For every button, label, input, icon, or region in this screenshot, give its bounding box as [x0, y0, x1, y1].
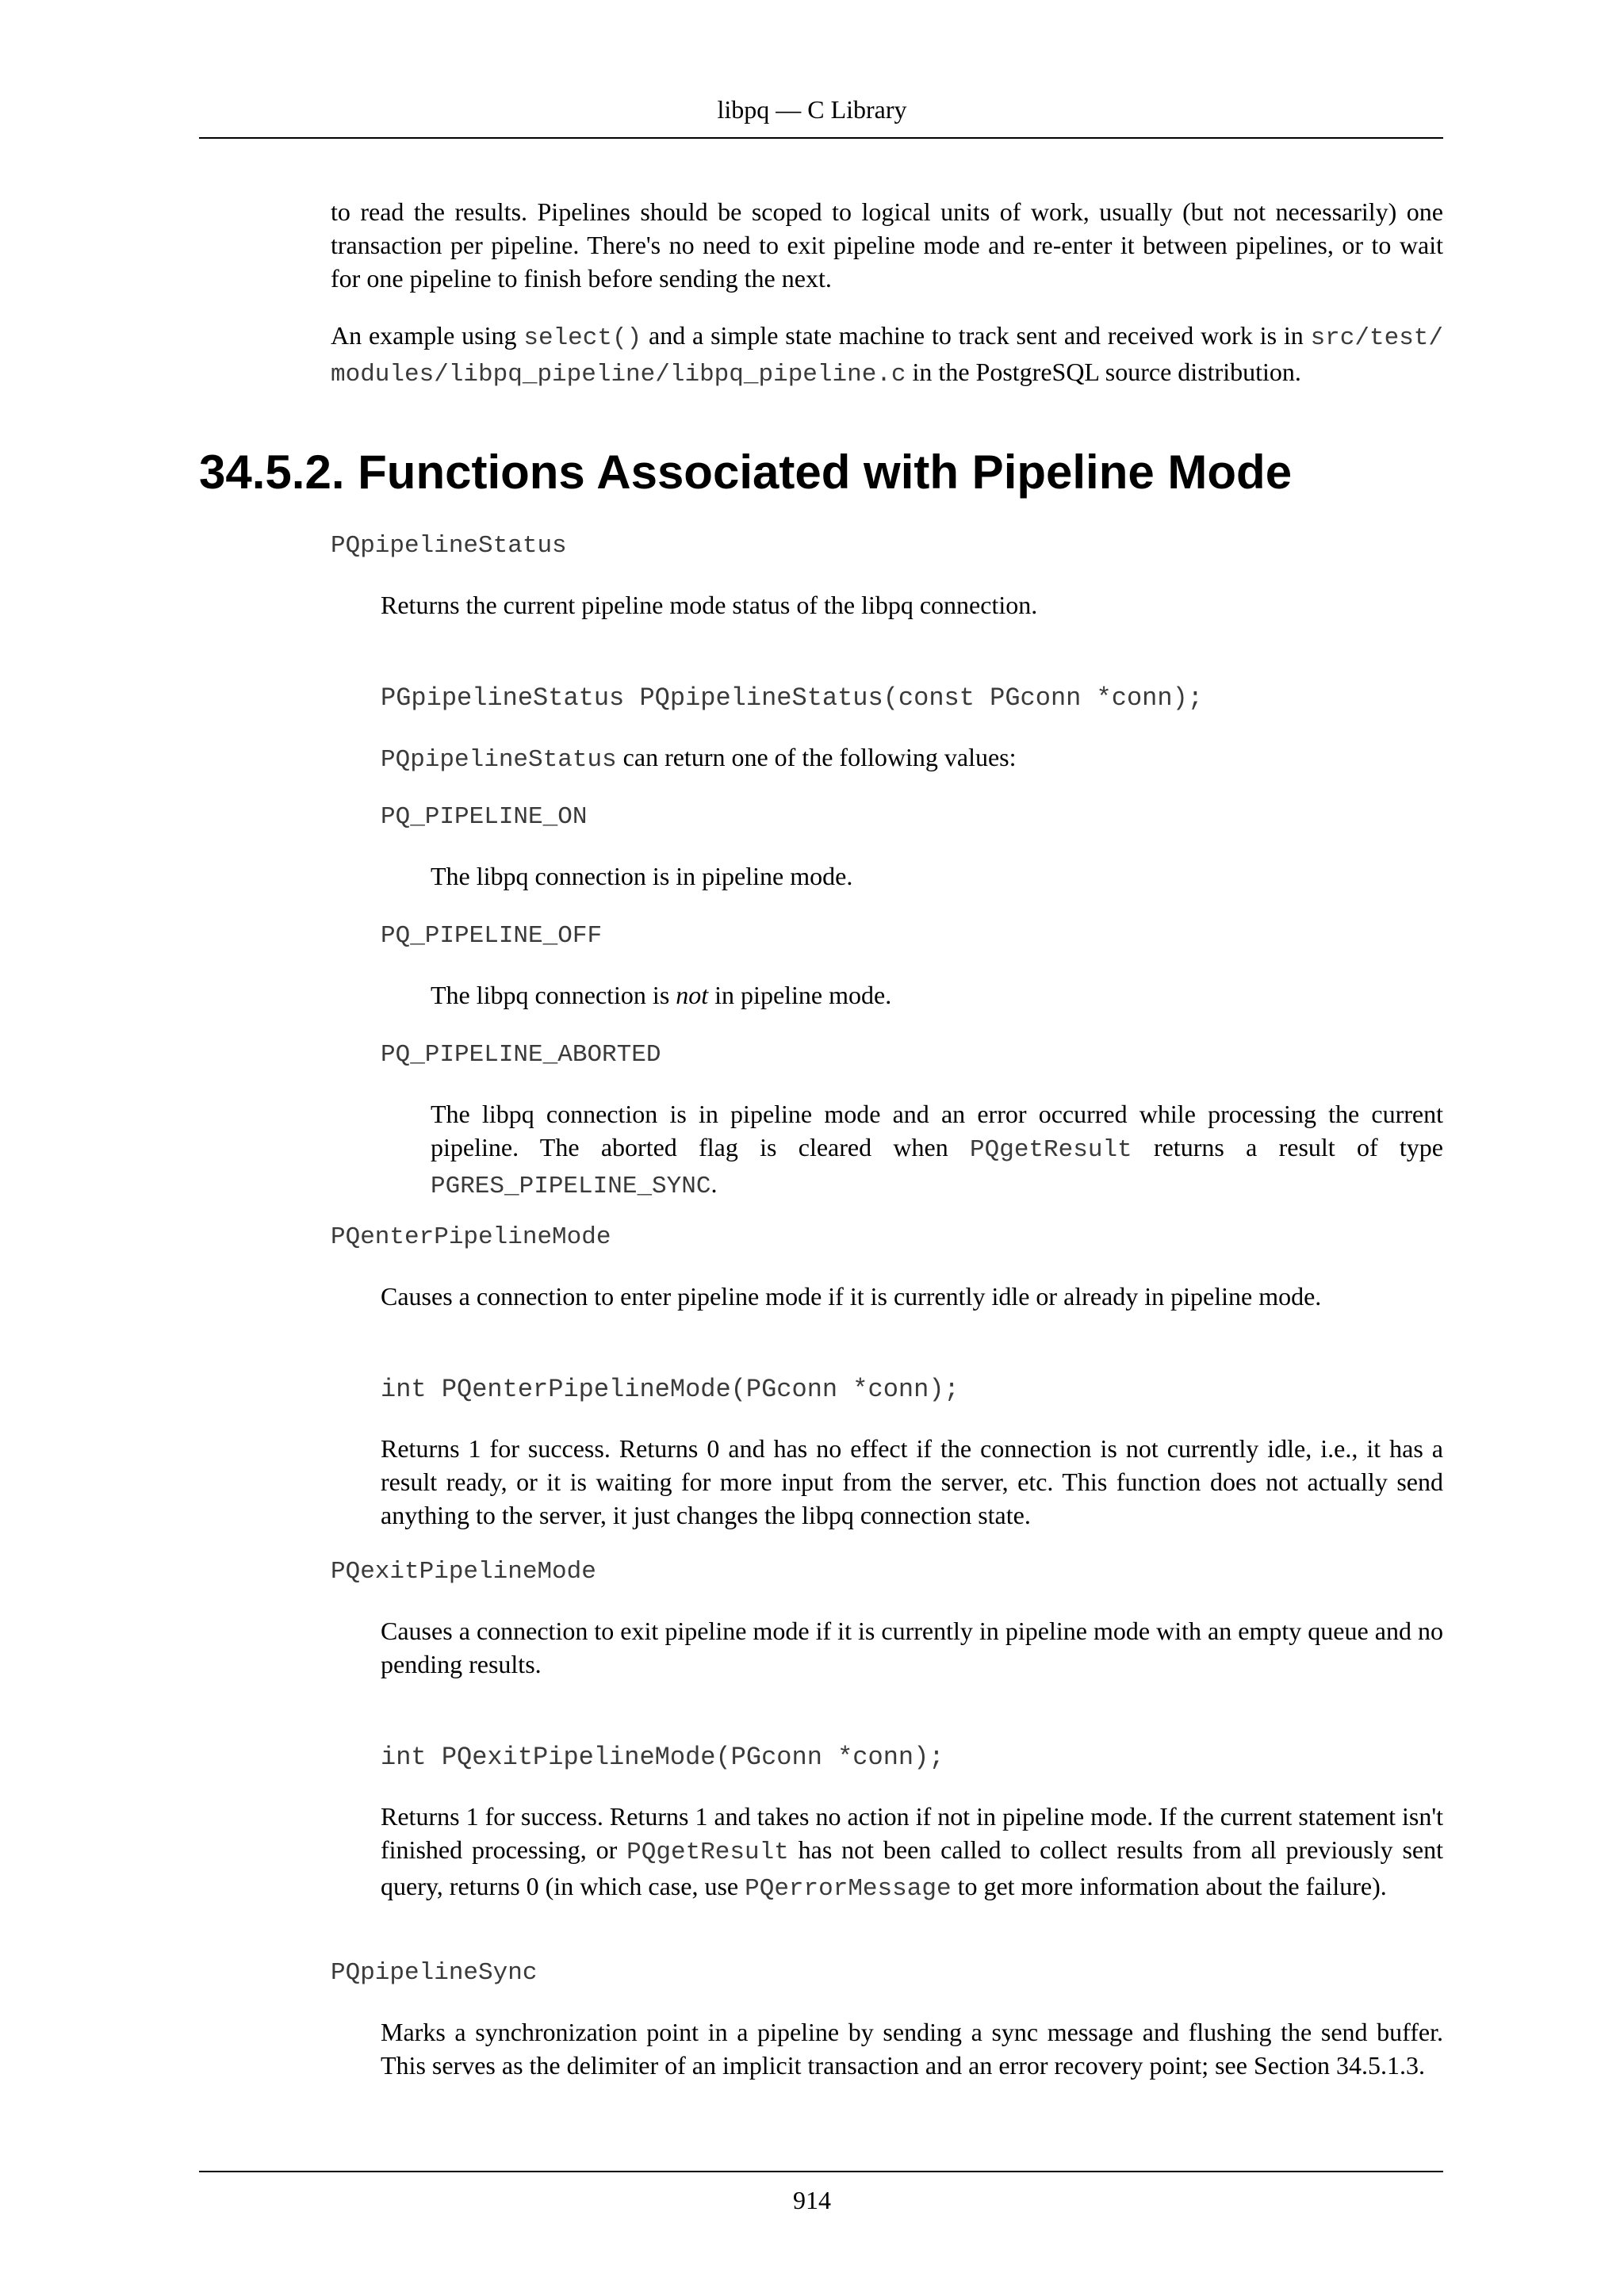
status-description: Returns the current pipeline mode status of the libpq connection. — [381, 591, 1038, 619]
enter-returns: Returns 1 for success. Returns 0 and has no effect if the connection is not currently idle, i.e., it has a result ready, or it is waiting for more input from the server, etc. This function does not actually send anything to the server, it just changes the libpq connection state. — [381, 1434, 1443, 1529]
exit-returns — [381, 1800, 1443, 1906]
pgres-pipeline-sync-code: PGRES_PIPELINE_SYNC — [431, 1173, 711, 1200]
intro-paragraph-2 — [331, 319, 1443, 392]
term-pq-pipeline-off: PQ_PIPELINE_OFF — [381, 922, 603, 950]
intro-text-b: and a simple state machine to track sent and received work is in — [642, 321, 1311, 350]
pipeline-off-text-a: The libpq connection is — [431, 981, 676, 1009]
running-header: libpq — C Library — [717, 95, 907, 124]
exit-signature: int PQexitPipelineMode(PGconn *conn); — [381, 1743, 944, 1772]
footer-rule — [199, 2171, 1443, 2172]
page-number: 914 — [793, 2186, 831, 2214]
term-pqpipelinesync: PQpipelineSync — [331, 1959, 538, 1987]
sync-description: Marks a synchronization point in a pipeline by sending a sync message and flushing the send buffer. This serves as the delimiter of an implicit transaction and an error recovery point; see Section 34.5.1.3. — [381, 2018, 1443, 2080]
aborted-text-c: . — [710, 1169, 718, 1198]
term-pqexitpipelinemode: PQexitPipelineMode — [331, 1558, 596, 1586]
source-path-code: src/test/modules/libpq_pipeline/libpq_pipeline.c — [331, 324, 1444, 388]
intro-paragraph-1: to read the results. Pipelines should be scoped to logical units of work, usually (but not necessarily) one transaction per pipeline. There's no need to exit pipeline mode and re-enter it between pipelines, or to wait for one pipeline to finish before sending the next. — [331, 197, 1443, 293]
status-return-intro — [381, 740, 1443, 777]
pipeline-aborted-description — [431, 1097, 1443, 1203]
pipeline-on-description: The libpq connection is in pipeline mode. — [431, 862, 853, 890]
aborted-text-b: returns a result of type — [1132, 1133, 1444, 1161]
term-pqpipelinestatus: PQpipelineStatus — [331, 532, 567, 560]
term-pq-pipeline-on: PQ_PIPELINE_ON — [381, 803, 588, 831]
intro-text-a: An example using — [331, 321, 524, 350]
term-pqenterpipelinemode: PQenterPipelineMode — [331, 1223, 611, 1251]
status-return-text: can return one of the following values: — [616, 743, 1017, 771]
exit-returns-text-b: has not been called to collect results from all previously sent query, returns 0 (in which case, use — [381, 1835, 1444, 1900]
select-code: select() — [523, 324, 642, 352]
pqerrormessage-code: PQerrorMessage — [745, 1875, 952, 1903]
header-rule — [199, 137, 1443, 139]
status-signature: PGpipelineStatus PQpipelineStatus(const PGconn *conn); — [381, 683, 1203, 713]
exit-pqgetresult-code: PQgetResult — [626, 1839, 789, 1866]
pipeline-off-description — [431, 978, 1443, 1012]
aborted-text-a: The libpq connection is in pipeline mode and an error occurred while processing the current pipeline. The aborted flag is cleared when — [431, 1100, 1443, 1161]
pqgetresult-code: PQgetResult — [970, 1136, 1132, 1164]
pipeline-off-emphasis: not — [676, 981, 709, 1009]
status-return-code: PQpipelineStatus — [381, 746, 617, 774]
exit-returns-text-c: to get more information about the failure). — [951, 1872, 1387, 1900]
enter-signature: int PQenterPipelineMode(PGconn *conn); — [381, 1375, 959, 1404]
exit-returns-text-a: Returns 1 for success. Returns 1 and takes no action if not in pipeline mode. If the current statement isn't finished processing, or — [381, 1802, 1443, 1864]
intro-text-c: in the PostgreSQL source distribution. — [906, 358, 1301, 386]
term-pq-pipeline-aborted: PQ_PIPELINE_ABORTED — [381, 1041, 661, 1069]
pipeline-off-text-b: in pipeline mode. — [708, 981, 892, 1009]
section-heading: 34.5.2. Functions Associated with Pipeline Mode — [199, 446, 1293, 499]
enter-description: Causes a connection to enter pipeline mode if it is currently idle or already in pipeline mode. — [381, 1282, 1322, 1311]
exit-description: Causes a connection to exit pipeline mode if it is currently in pipeline mode with an empty queue and no pending results. — [381, 1617, 1443, 1678]
